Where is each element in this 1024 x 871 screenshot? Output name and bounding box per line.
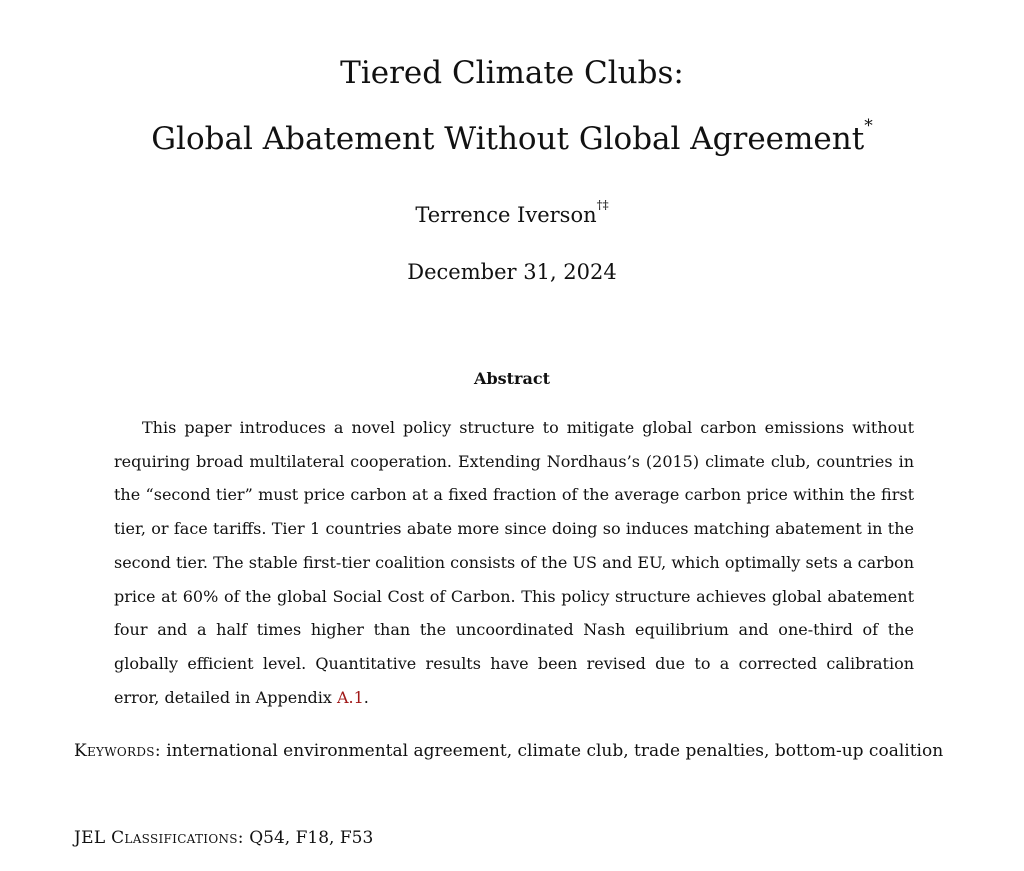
author-name: Terrence Iverson (415, 203, 597, 227)
title-footnote-mark[interactable]: * (864, 116, 873, 136)
abstract-end: . (363, 687, 369, 707)
jel-label: JEL Classifications: (74, 828, 244, 848)
jel-section (74, 823, 373, 853)
appendix-link[interactable]: A.1 (336, 687, 364, 707)
keywords-section (74, 733, 1004, 769)
author-footnote-marks[interactable]: †‡ (596, 198, 609, 212)
paper-title-line-2-text: Global Abatement Without Global Agreement (151, 121, 865, 157)
jel-codes: Q54, F18, F53 (249, 828, 374, 848)
keywords-label: Keywords: (74, 741, 161, 761)
keywords-text: international environmental agreement, climate club, trade penalties, bottom-up coalition (166, 741, 944, 761)
publication-date: December 31, 2024 (407, 260, 617, 284)
paper-title-line-2 (0, 116, 1024, 157)
abstract-heading: Abstract (474, 369, 550, 388)
author (0, 198, 1024, 227)
abstract-text: This paper introduces a novel policy structure to mitigate global carbon emissions without requiring broad multilateral cooperation. Extending Nordhaus’s (2015) climate club, countries in the “second tier” must price carbon at a fixed fraction of the average carbon price within the first tier, or face tariffs. Tier 1 countries abate more since doing so induces matching abatement in the second tier. The stable first-tier coalition consists of the US and EU, which optimally sets a carbon price at 60% of the global Social Cost of Carbon. This policy structure achieves global abatement four and a half times higher than the uncoordinated Nash equilibrium and one-third of the globally efficient level. Quantitative results have been revised due to a corrected calibration error, detailed in Appendix (114, 418, 914, 707)
paper-title-line-1: Tiered Climate Clubs: (340, 55, 684, 91)
abstract-body (114, 411, 914, 714)
